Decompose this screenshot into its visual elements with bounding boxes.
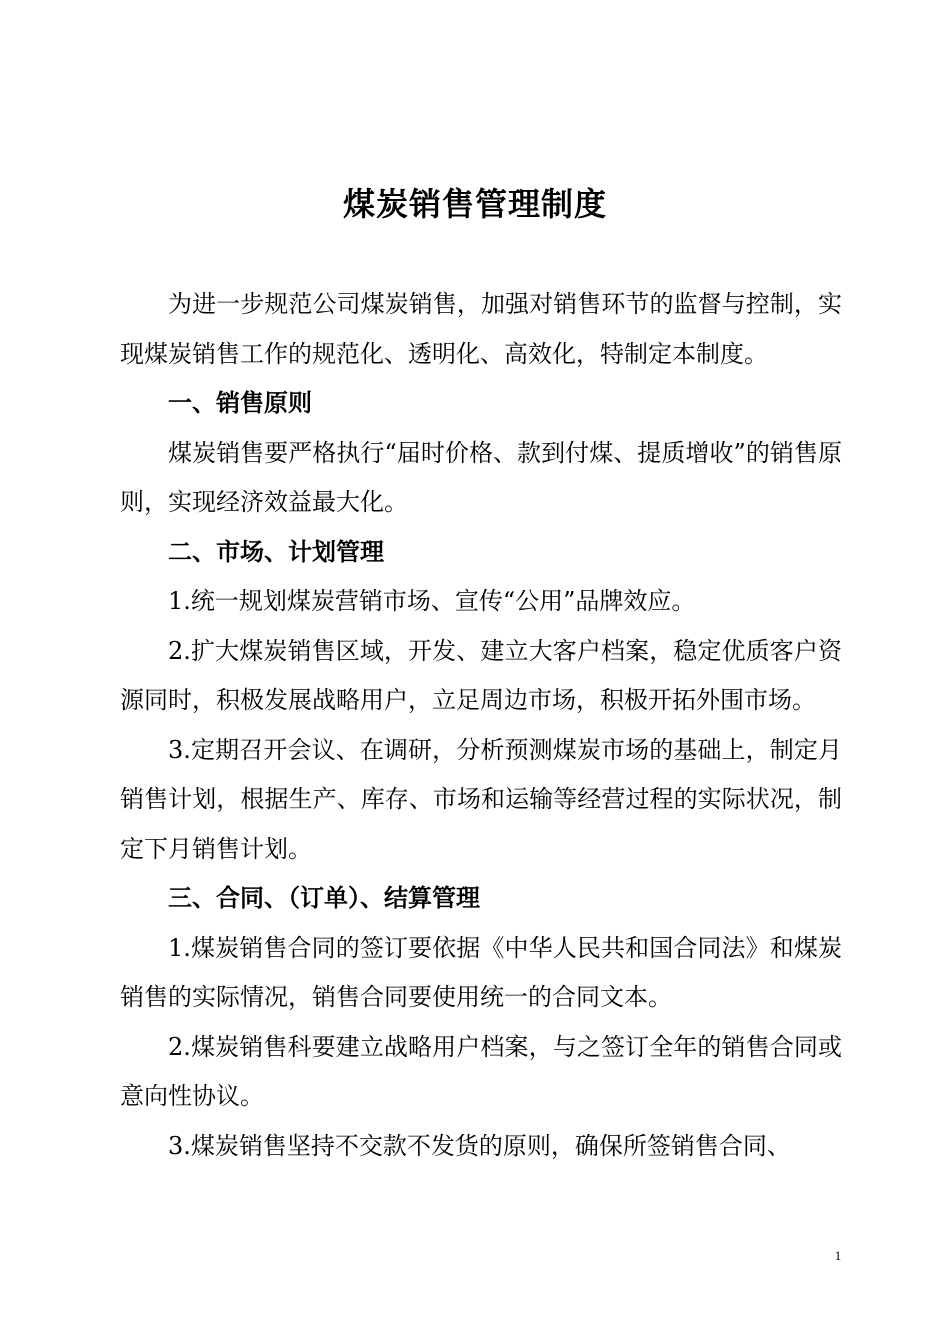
section-heading-market-plan: 二、市场、计划管理 — [168, 537, 384, 566]
section-heading-sales-principles: 一、销售原则 — [168, 389, 312, 417]
document-body — [120, 280, 842, 1171]
paragraph: 2.煤炭销售科要建立战略用户档案，与之签订全年的销售合同或意向性协议。 — [120, 1032, 842, 1110]
page-number: 1 — [834, 1248, 842, 1263]
paragraph: 1.统一规划煤炭营销市场、宣传“公用”品牌效应。 — [168, 587, 696, 615]
section-heading-contract-settlement: 三、合同、（订单）、结算管理 — [168, 884, 480, 912]
document-title: 煤炭销售管理制度 — [342, 185, 607, 223]
paragraph: 1.煤炭销售合同的签订要依据《中华人民共和国合同法》和煤炭销售的实际情况，销售合同要使用统一的合同文本。 — [120, 933, 842, 1011]
paragraph: 煤炭销售要严格执行“届时价格、款到付煤、提质增收”的销售原则，实现经济效益最大化。 — [120, 438, 842, 516]
paragraph: 3.定期召开会议、在调研，分析预测煤炭市场的基础上，制定月销售计划，根据生产、库存、市场和运输等经营过程的实际状况，制定下月销售计划。 — [120, 735, 842, 863]
intro-paragraph: 为进一步规范公司煤炭销售，加强对销售环节的监督与控制，实现煤炭销售工作的规范化、透明化、高效化，特制定本制度。 — [120, 290, 842, 368]
paragraph: 2.扩大煤炭销售区域，开发、建立大客户档案，稳定优质客户资源同时，积极发展战略用户，立足周边市场，积极开拓外围市场。 — [120, 636, 842, 714]
paragraph: 3.煤炭销售坚持不交款不发货的原则，确保所签销售合同、 — [168, 1131, 791, 1160]
